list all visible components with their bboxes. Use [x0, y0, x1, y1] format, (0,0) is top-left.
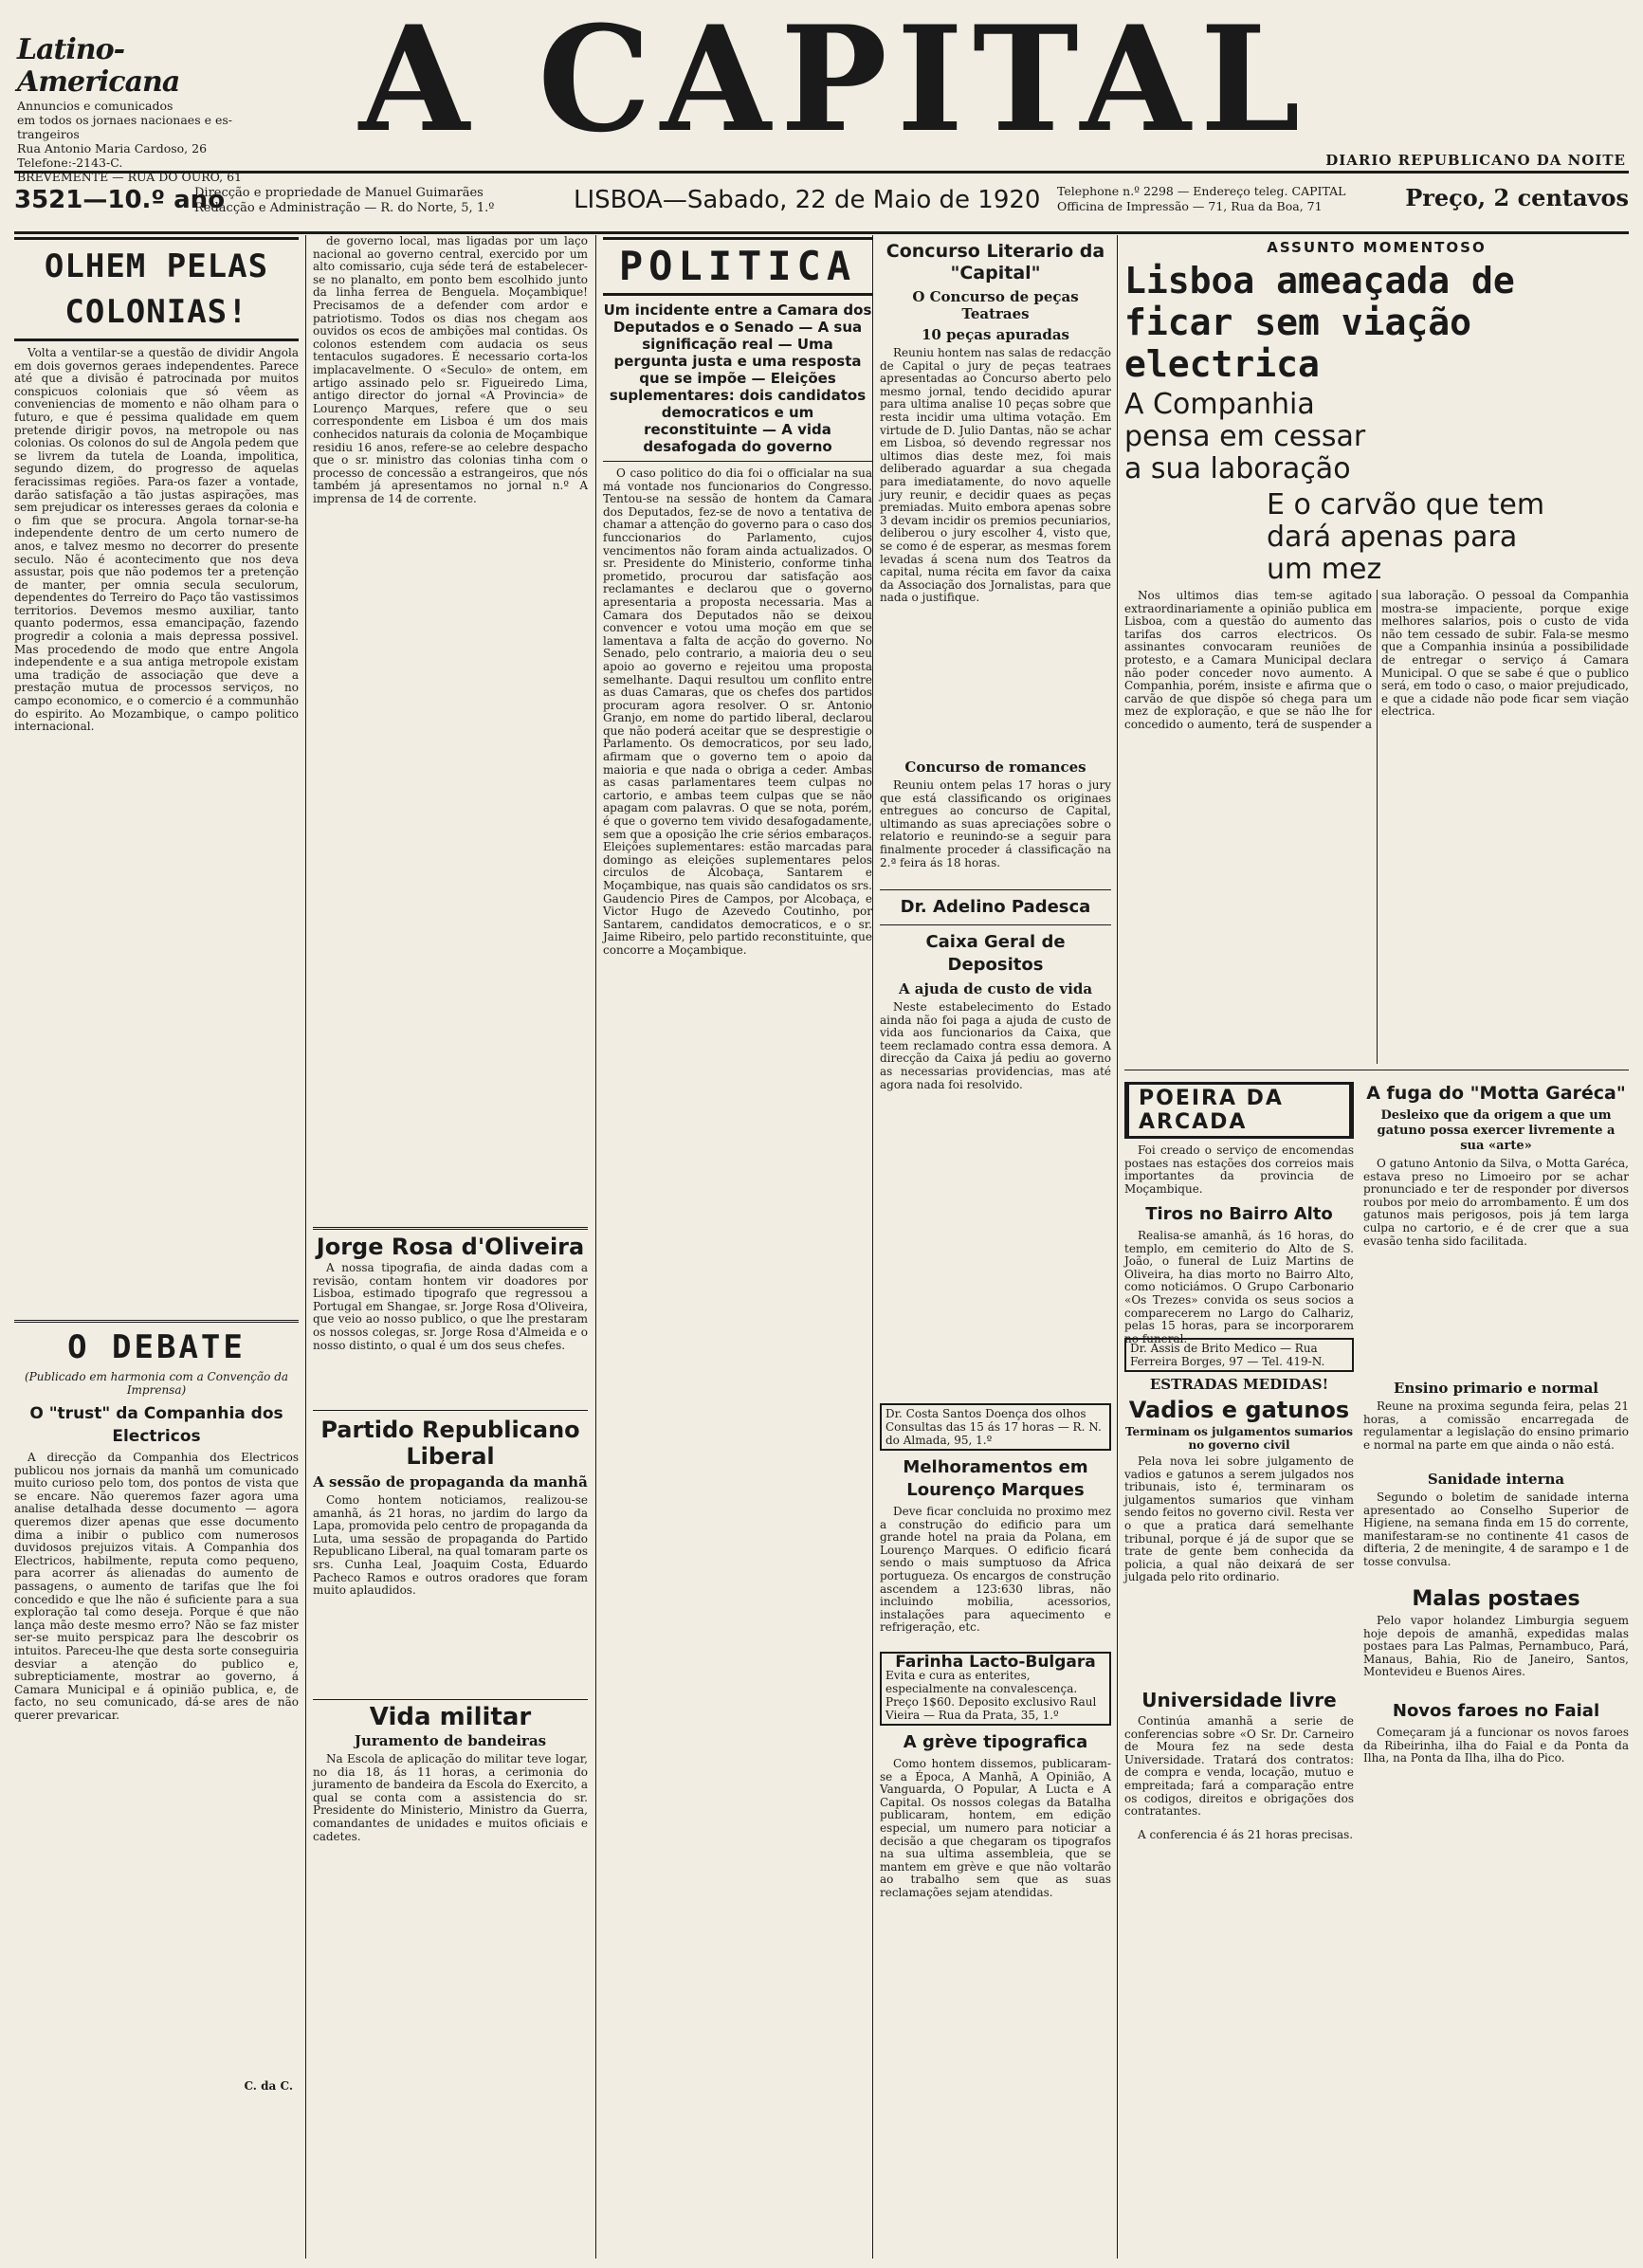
estradas-title: ESTRADAS MEDIDAS! [1149, 1376, 1329, 1393]
fuga-body: O gatuno Antonio da Silva, o Motta Garéca, estava preso no Limoeiro por se achar pronunciado e ter de responder por diversos roubos por meio do arrombamento. É um dos gatunos mais perigosos, pois já tem larga culpa no cartorio, e é de crer que a sua evasão tenha sido facilitada. [1363, 1157, 1629, 1248]
caixa-subtitle: A ajuda de custo de vida [898, 980, 1093, 997]
column-5 [880, 1252, 1111, 2259]
jorge-title: Jorge Rosa d'Oliveira [316, 1234, 585, 1260]
poeira-ornament [1124, 1082, 1354, 1139]
article-body: Volta a ventilar-se a questão de dividir Angola em dois governos geraes independentes. Parece até que a divisão é patrocinada por muitos conspicuos coloniais que só vêem as conveniencias de momento e não olham para o futuro, e que é pessima qualidade em quem pretende dirigir povos, na metropole ou nas colonias. Os colonos do sul de Angola pedem que se livrem da tutela de Loanda, impolitica, segundo dizem, do progresso de aquelas feracissimas regiões. Para-os fazer a vontade, darão satisfação a tão justas aspirações, mas sem prejudicar os interesses geraes da colonia e o fim que se procura. Angola tornar-se-ha independente dentro de um certo numero de anos, e talvez mesmo no decorrer do presente seculo. Não é acontecimento que nos deva assustar, pois que não podemos ter a pretenção de manter, per omnia secula seculorum, dependentes do Terreiro do Paço tão vastissimos territorios. Devemos mesmo auxiliar, tanto quanto podermos, essa emancipação, fazendo progredir a colonia a mais depressa possivel. Mas procedendo de modo que entre Angola independente e a sua antiga metropole existam uma tradição de associação que deve a prestação mutua de processos serviços, no campo economico, e o comercio é a communhão do espirito. Ao Mozambique, o campo politico internacional. [14, 346, 299, 734]
divider [880, 889, 1111, 890]
fuga-subtitle: Desleixo que da origem a que um gatuno possa exercer livremente a sua «arte» [1377, 1108, 1616, 1153]
price: Preço, 2 centavos [1405, 184, 1629, 211]
divider [880, 924, 1111, 925]
viacao-sub1: A Companhia pensa em cessar a sua laboração [1124, 388, 1366, 485]
agency-line: Rua Antonio Maria Cardoso, 26 [17, 141, 208, 155]
column-1 [14, 235, 299, 2259]
malas-body: Pelo vapor holandez Limburgia seguem hoje depois de amanhã, expedidas malas postaes para Las Palmas, Pernambuco, Pará, Manaus, Bahia, Rio de Janeiro, Santos, Montevideu e Buenos Aires. [1363, 1614, 1629, 1679]
agency-line: trangeiros [17, 127, 80, 141]
sanidade-body: Segundo o boletim de sanidade interna apresentado ao Conselho Superior de Higiene, na semana finda em 15 do corrente, manifestaram-se no continente 41 casos de difteria, 2 de meningite, 4 de sarampo e 1 de tosse convulsa. [1363, 1491, 1629, 1568]
lower-right-left [1124, 1076, 1354, 1842]
sanidade-title: Sanidade interna [1427, 1471, 1565, 1488]
lower-right-right [1363, 1076, 1629, 1842]
article-body-continued: de governo local, mas ligadas por um laço nacional ao governo central, exercido por um alto comissario, cuja séde terá de estabelecer-se no planalto, em ponto bem escolhido junto da linha ferrea de Benguela. Moçambique! Precisamos de a defender com ardor e patriotismo. Todos os dias nos chegam aos ouvidos os ecos de ambições mal contidas. Os colonos estendem com audacia os seus tentaculos sugadores. É necessario corta-los implacavelmente. O «Seculo» de ontem, em artigo assinado pelo sr. Figueiredo Lima, antigo director do jornal «A Provincia» de Lourenço Marques, refere que o seu correspondente em Lisboa é um dos mais conhecidos naturais da colonia de Moçambique residiu 16 anos, refere-se ao celebre despacho que o sr. ministro das colonias tinha com o processo de concessão a estrangeiros, que nós também já apresentamos no jornal n.º A imprensa de 14 de corrente. [313, 234, 588, 505]
greve-body: Como hontem dissemos, publicaram-se a Época, A Manhã, A Opinião, A Vanguarda, O Popular, A Lucta e A Capital. Os nossos colegas da Batalha publicaram, hontem, em edição especial, um numero para noticiar a decisão a que chegaram os tipografos na sua ultima assembleia, que se mantem em grève e que não voltarão ao trabalho sem que as suas reclamações sejam atendidas. [880, 1757, 1111, 1899]
farinha-title: Farinha Lacto-Bulgara [895, 1653, 1096, 1672]
concurso-body: Reuniu hontem nas salas de redacção de Capital o jury de peças teatraes apresentadas ao Concurso aberto pelo mesmo jornal, tendo decidido apurar para ultima analise 10 peças sobre que resta incidir uma ultima votação. Em virtude de D. Julio Dantas, não se achar em Lisboa, só devendo regressar nos ultimos dias deste mez, foi mais deliberado aguardar a sua chegada para imediatamente, do novo aquelle jury reunir, e decidir quaes as peças premiadas. Muito embora apenas sobre 3 devam incidir os premios pecuniarios, deliberou o jury escolher 4, visto que, se como é de esperar, as mesmas forem levadas á scena num dos Teatros da capital, numa récita em favor da caixa da Associação dos Jornalistas, para que nada o justifique. [880, 346, 1111, 605]
politica-body: O caso politico do dia foi o officialar na sua má vontade nos funcionarios do Congresso. Tentou-se na sessão de hontem da Camara dos Deputados, fez-se de novo a tentativa de chamar a attenção do governo para o caso dos funccionarios do Parlamento, cujos vencimentos não foram ainda actualizados. O sr. Presidente do Ministerio, conforme tinha prometido, procurou dar satisfação aos reclamantes e declarou que o governo apresentaria a proposta necessaria. Mas a Camara dos Deputados não se deixou convencer e votou uma moção em que se lamentava a falta de acção do governo. No Senado, pelo contrario, a maioria deu o seu apoio ao governo e rejeitou uma proposta semelhante. Daqui resultou um conflito entre as duas Camaras, que os chefes dos partidos procuram agora resolver. O sr. Antonio Granjo, em nome do partido liberal, declarou que não poderá aceitar que se desprestigie o Parlamento. Os democraticos, por seu lado, afirmam que o governo tem o apoio da maioria e que nada o obriga a ceder. Ambas as casas parlamentares teem culpas no cartorio, e ambas teem culpas que se não apagam com palavras. O que se nota, porém, é que o governo tem vivido desafogadamente, sem que a oposição lhe crie sérios embaraços. Eleições suplementares: estão marcadas para domingo as eleições suplementares pelos circulos de Alcobaça, Santarem e Moçambique, nas quais são candidatos os srs. Gaudencio Pires de Campos, por Alcobaça, e Victor Hugo de Azevedo Coutinho, por Santarem, candidatos democraticos, e o sr. Jaime Ribeiro, pelo partido reconstituinte, que concorre a Moçambique. [603, 466, 872, 957]
newspaper-title: A CAPITAL [358, 0, 1310, 165]
partido-subtitle: A sessão de propaganda da manhã [313, 1473, 588, 1491]
concurso-subtitle: O Concurso de peças Teatraes [912, 288, 1079, 322]
concurso-title: Concurso Literario da "Capital" [885, 241, 1105, 284]
tiros-title: Tiros no Bairro Alto [1145, 1204, 1333, 1224]
politica-subheadline: Um incidente entre a Camara dos Deputados e o Senado — A sua significação real — Uma pergunta justa e uma resposta que se impõe — Eleições suplementares: dois candidatos democraticos e um reconstituinte — A vida desafogada do governo [603, 302, 872, 455]
agency-name: Latino-Americana [17, 33, 180, 99]
direction-line: Direcção e propriedade de Manuel Guimarães [194, 186, 484, 200]
fuga-title: A fuga do "Motta Garéca" [1366, 1083, 1626, 1104]
contact-info [1057, 184, 1345, 214]
column-rule [872, 235, 873, 2259]
romances-body: Reuniu ontem pelas 17 horas o jury que está classificando os originaes entregues ao concurso de Capital, ultimando as suas apreciações sobre o relatorio e reunindo-se a seguir para finalmente proceder á classificação na 2.ª feira ás 18 horas. [880, 778, 1111, 869]
ensino-body: Reune na proxima segunda feira, pelas 21 horas, a comissão encarregada de regulamentar a legislação do ensino primario e normal na parte em que ainda o não está. [1363, 1399, 1629, 1452]
viacao-body: Nos ultimos dias tem-se agitado extraordinariamente a opinião publica em Lisboa, com a questão do aumento das tarifas dos carros electricos. Os assinantes convocaram reuniões de protesto, e a Camara Municipal declara não poder conceder novo aumento. A Companhia, porém, insiste e afirma que o carvão de que dispõe só chega para um mez de exploração, e que se não lhe for concedido o aumento, terá de suspender a sua laboração. O pessoal da Companhia mostra-se impaciente, porque exige melhores salarios, pois o custo de vida não tem cessado de subir. Fala-se mesmo que a Companhia insinúa a possibilidade de entregar o serviço á Camara Municipal. O que se sabe é que o publico será, em todo o caso, o maior prejudicado, e que a cidade não pode ficar sem viação electrica. [1124, 589, 1629, 731]
faroes-body: Começaram já a funcionar os novos faroes da Ribeirinha, ilha do Faial e da Ponta da Ilha, na Ponta da Ilha, ilha do Pico. [1363, 1726, 1629, 1765]
vadios-subtitle: Terminam os julgamentos sumarios no governo civil [1125, 1425, 1353, 1452]
debate-signature: C. da C. [244, 2079, 293, 2093]
vida-title: Vida militar [369, 1703, 532, 1731]
header-rule-bottom [14, 231, 1629, 234]
divider [603, 461, 872, 462]
redaction-line: Redacção e Administração — R. do Norte, 5, 1.º [194, 201, 495, 215]
romances-title: Concurso de romances [904, 759, 1086, 776]
conferencia-note: A conferencia é ás 21 horas precisas. [1138, 1828, 1354, 1841]
ornament-body: Foi creado o serviço de encomendas postaes nas estações dos correios mais importantes da provincia de Moçambique. [1124, 1143, 1354, 1196]
concurso-subtitle-2: 10 peças apuradas [921, 326, 1070, 343]
column-rule [1117, 235, 1118, 2259]
agency-line: Annuncios e comunicados [17, 99, 173, 113]
debate-body: A direcção da Companhia dos Electricos publicou nos jornais da manhã um comunicado muito curioso pelo tom, dos pontos de vista que se encare. Não queremos fazer agora uma analise detalhada desse documento — agora queremos dizer apenas que esse documento dima a inibir o publico com numerosos duvidosos prejuizos vitais. A Companhia dos Electricos, habilmente, reputa como pequeno, para acorrer ás alienadas do aumento de passagens, o aumento de tarifas que lhe foi concedido e que lhe não é suficiente para a sua exploração tal como deseja. Porque é que não lança mão deste mesmo erro? Não se faz mister ser-se muito perspicaz para lhe descobrir os intuitos. Pareceu-lhe que desta sorte conseguiria desviar a atenção do publico e, subrepticiamente, mostrar ao governo, á Camara Municipal e á opinião publica, e, de facto, no seu comunicado, dá-se ares de não querer prevaricar. [14, 1451, 299, 1722]
costa-santos-advert: Dr. Costa Santos Doença dos olhos Consultas das 15 ás 17 horas — R. N. do Almada, 95, 1.º [880, 1403, 1111, 1451]
debate-note: (Publicado em harmonia com a Convenção da Imprensa) [24, 1370, 289, 1397]
melhoramentos-body: Deve ficar concluida no proximo mez a construção do edificio para um grande hotel na praia da Polana, em Lourenço Marques. O edificio ficará sendo o mais sumptuoso da Africa portugueza. Os encargos de construção ascendem a 123:630 libras, não incluindo mobilia, acessorios, instalações para aquecimento e refrigeração, etc. [880, 1505, 1111, 1635]
issue-number: 3521—10.º ano [14, 186, 226, 214]
vida-subtitle: Juramento de bandeiras [354, 1732, 547, 1749]
tiros-body: Realisa-se amanhã, ás 16 horas, do templo, em cemiterio do Alto de S. João, o funeral de Luiz Martins de Oliveira, ha dias morto no Bairro Alto, como noticiámos. O Grupo Carbonario «Os Trezes» convida os seus socios a comparecerem no Largo do Calhariz, pelas 15 horas, para se incorporarem no funeral. [1124, 1229, 1354, 1345]
universidade-title: Universidade livre [1141, 1689, 1337, 1711]
direction-info [194, 186, 494, 216]
faroes-title: Novos faroes no Faial [1392, 1701, 1600, 1721]
telephone-line: Telephone n.º 2298 — Endereço teleg. CAPITAL [1057, 184, 1346, 198]
divider [313, 1410, 588, 1411]
farinha-body: Evita e cura as enterites, especialmente na convalescença. Preço 1$60. Deposito exclusivo Raul Vieira — Rua da Prata, 35, 1.º [885, 1669, 1097, 1722]
agency-line: em todos os jornaes nacionaes e es- [17, 113, 232, 127]
caixa-body: Neste estabelecimento do Estado ainda não foi paga a ajuda de custo de vida aos funcionarios da Caixa, que teem reclamado contra essa demora. A direcção da Caixa já pediu ao governo as necessarias providencias, mas até agora nada foi resolvido. [880, 1000, 1111, 1091]
jorge-body: A nossa tipografia, de ainda dadas com a revisão, contam hontem vir doadores por Lisboa, estimado tipografo que regressou a Portugal em Shangae, sr. Jorge Rosa d'Oliveira, que veio ao nosso publico, o que lhe prestaram os nossos colegas, sr. Jorge Rosa d'Almeida e o nosso distinto, o qual é um dos seus chefes. [313, 1261, 588, 1352]
divider [313, 1699, 588, 1700]
viacao-headline: Lisboa ameaçada de ficar sem viação electrica [1124, 260, 1515, 385]
ornament-title: POEIRA DA ARCADA [1127, 1083, 1351, 1138]
column-6 [1124, 235, 1629, 2259]
divider [14, 1320, 299, 1323]
partido-body: Como hontem noticiamos, realizou-se amanhã, ás 21 horas, no jardim do largo da Lapa, promovida pelo centro de propaganda da Luta, uma sessão de propaganda do Partido Republicano Liberal, na qual tomaram parte os srs. Cunha Leal, Joaquim Costa, Eduardo Pacheco Ramos e outros oradores que foram muito aplaudidos. [313, 1493, 588, 1598]
agency-line: BREVEMENTE — RUA DO OURO, 61 [17, 170, 243, 184]
newspaper-subtitle: DIARIO REPUBLICANO DA NOITE [1325, 152, 1626, 169]
viacao-sub2: E o carvão que tem dará apenas para um mez [1267, 488, 1545, 586]
column-3 [603, 235, 872, 2259]
agency-line: Telefone:-2143-C. [17, 155, 123, 170]
assis-brito-advert: Dr. Assis de Brito Medico — Rua Ferreira Borges, 97 — Tel. 419-N. [1124, 1338, 1354, 1372]
partido-title: Partido Republicano Liberal [320, 1417, 580, 1470]
politica-headline: POLITICA [603, 237, 872, 296]
header-bar [14, 176, 1629, 229]
vadios-body: Pela nova lei sobre julgamento de vadios e gatunos a serem julgados nos tribunais, isto é, terminaram os julgamentos sumarios que vinham sendo feitos no governo civil. Resta ver o que a pratica dará semelhante tribunal, porque é já de supor que se trate de gente bem conhecida da policia, a qual não deixará de ser julgada pelo rito ordinario. [1124, 1454, 1354, 1584]
divider [313, 1227, 588, 1230]
header-rule-top [14, 171, 1629, 174]
melhoramentos-title: Melhoramentos em Lourenço Marques [903, 1457, 1088, 1500]
caixa-title: Caixa Geral de Depositos [925, 932, 1066, 975]
column-2 [313, 235, 588, 2259]
article-headline: OLHEM PELAS COLONIAS! [14, 237, 299, 341]
lower-right-area [1124, 1076, 1629, 1842]
dr-adelino-title: Dr. Adelino Padesca [900, 897, 1091, 917]
debate-subtitle: O "trust" da Companhia dos Electricos [29, 1404, 283, 1446]
debate-title: O DEBATE [67, 1328, 246, 1366]
greve-title: A grève tipografica [903, 1732, 1088, 1752]
column-rule [595, 235, 596, 2259]
printing-line: Officina de Impressão — 71, Rua da Boa, 71 [1057, 199, 1323, 213]
kicker: ASSUNTO MOMENTOSO [1267, 239, 1487, 256]
agency-advert [17, 34, 249, 184]
universidade-body: Continúa amanhã a serie de conferencias sobre «O Sr. Dr. Carneiro de Moura fez na sede desta Universidade. Tratará dos contratos: de compra e venda, locação, mutuo e empreitada; fará a comparação entre os codigos, direitos e obrigações dos contratantes. [1124, 1714, 1354, 1819]
ensino-title: Ensino primario e normal [1394, 1380, 1598, 1397]
vadios-title: Vadios e gatunos [1128, 1397, 1350, 1423]
malas-title: Malas postaes [1412, 1587, 1580, 1611]
issue-date: LISBOA—Sabado, 22 de Maio de 1920 [574, 186, 1041, 214]
column-rule [305, 235, 306, 2259]
vida-body: Na Escola de aplicação do militar teve logar, no dia 18, ás 11 horas, a cerimonia do juramento de bandeira da Escola do Exercito, a qual se conta com a assistencia do sr. Presidente do Ministerio, Ministro da Guerra, comandantes de unidades e muitos oficiais e cadetes. [313, 1752, 588, 1843]
